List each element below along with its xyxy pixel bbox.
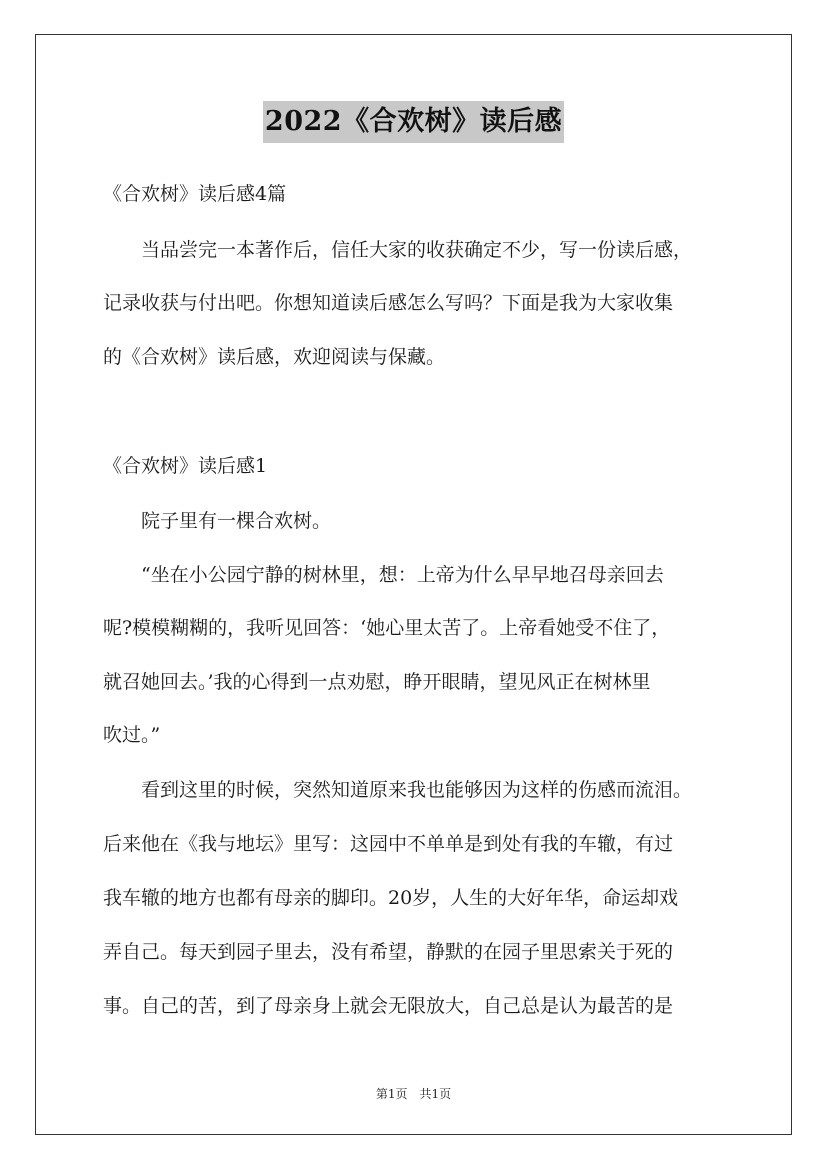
paragraph-line: 吹过。”	[103, 724, 161, 746]
document-title-wrap	[0, 101, 827, 143]
paragraph-line: 看到这里的时候，突然知道原来我也能够因为这样的伤感而流泪。	[103, 779, 693, 801]
paragraph-line: 院子里有一棵合欢树。	[103, 510, 332, 532]
paragraph-line: 后来他在《我与地坛》里写：这园中不单单是到处有我的车辙，有过	[103, 833, 674, 855]
document-title: 2022《合欢树》读后感	[263, 101, 564, 143]
paragraph-line: 我车辙的地方也都有母亲的脚印。20岁，人生的大好年华，命运却戏	[103, 887, 679, 909]
paragraph-line: 就召她回去。’我的心得到一点劝慰，睁开眼睛，望见风正在树林里	[103, 671, 651, 693]
paragraph-line: “坐在小公园宁静的树林里，想：上帝为什么早早地召母亲回去	[103, 564, 664, 586]
page-footer: 第1页 共1页	[375, 1087, 452, 1101]
paragraph-line: 弄自己。每天到园子里去，没有希望，静默的在园子里思索关于死的	[103, 941, 674, 963]
paragraph-line: 当品尝完一本著作后，信任大家的收获确定不少，写一份读后感，	[103, 239, 693, 261]
paragraph-line: 事。自己的苦，到了母亲身上就会无限放大，自己总是认为最苦的是	[103, 995, 674, 1017]
paragraph-line: 的《合欢树》读后感，欢迎阅读与保藏。	[103, 346, 446, 368]
paragraph-line: 记录收获与付出吧。你想知道读后感怎么写吗？下面是我为大家收集	[103, 292, 674, 314]
section-heading: 《合欢树》读后感1	[103, 455, 268, 477]
subtitle-line: 《合欢树》读后感4篇	[103, 183, 287, 205]
paragraph-line: 呢?模模糊糊的，我听见回答：‘她心里太苦了。上帝看她受不住了，	[103, 617, 671, 639]
